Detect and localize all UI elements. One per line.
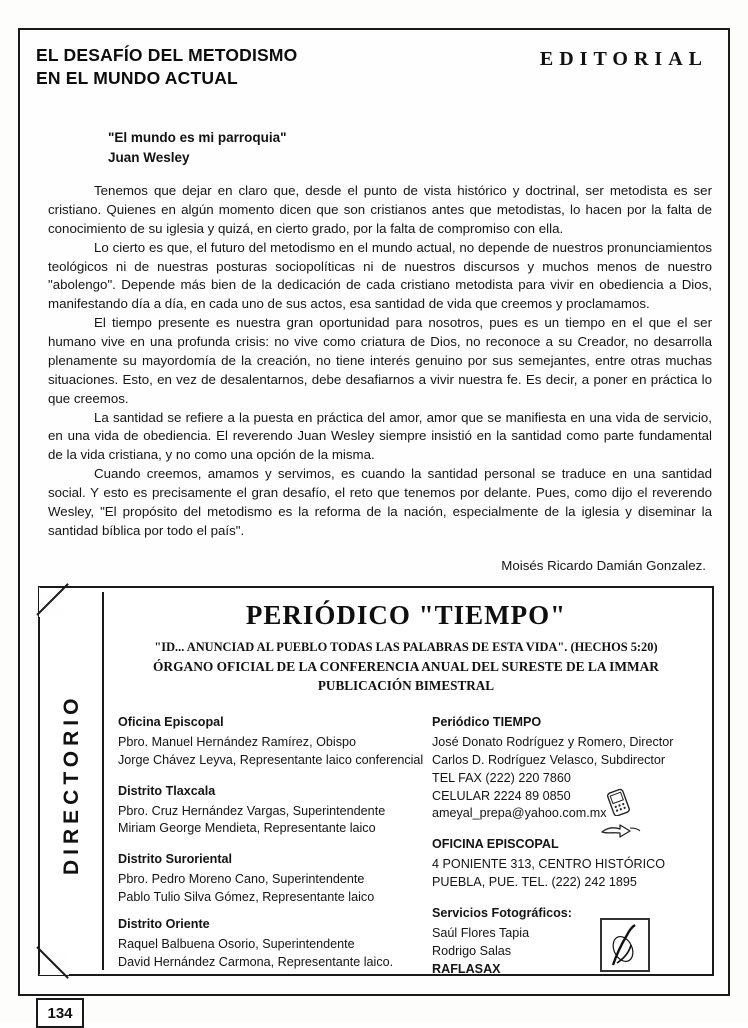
directory-block bbox=[432, 905, 702, 979]
article-title-line1: EL DESAFÍO DEL METODISMO bbox=[36, 45, 298, 65]
directory-block-head: Distrito Suroriental bbox=[118, 852, 233, 867]
directory-block-head: Distrito Tlaxcala bbox=[118, 783, 216, 798]
pull-quote bbox=[108, 128, 287, 169]
pointing-hand-icon bbox=[600, 818, 642, 844]
pull-quote-author: Juan Wesley bbox=[108, 150, 190, 166]
article-paragraph: Cuando creemos, amamos y servimos, es cuando la santidad personal se traduce en una santidad social. Y esto es precisamente el gran desafío, el reto que tenemos por delante. Pues, como dijo el reverendo Wesley, "El propósito del metodismo es la reforma de la nación, especialmente de la iglesia y diseminar la santidad bíblica por todo el país". bbox=[48, 466, 712, 538]
directory-block bbox=[118, 851, 408, 907]
directory-block-line: Raquel Balbuena Osorio, Superintendente bbox=[118, 936, 355, 951]
directory-box bbox=[38, 586, 714, 976]
article-title bbox=[36, 44, 456, 90]
directory-block-line: CELULAR 2224 89 0850 bbox=[432, 788, 571, 803]
directory-block-line: Miriam George Mendieta, Representante laico bbox=[118, 821, 376, 836]
directory-block-line: Carlos D. Rodríguez Velasco, Subdirector bbox=[432, 752, 666, 767]
directory-subtitle-organ: ÓRGANO OFICIAL DE LA CONFERENCIA ANUAL DEL SURESTE DE LA IMMAR bbox=[153, 659, 659, 674]
directory-block-line: RAFLASAX bbox=[432, 961, 501, 976]
article-signature: Moisés Ricardo Damián Gonzalez. bbox=[501, 558, 706, 573]
directory-block bbox=[118, 783, 408, 839]
directory-block-line: Saúl Flores Tapia bbox=[432, 925, 530, 940]
article-paragraph: Tenemos que dejar en claro que, desde el punto de vista histórico y doctrinal, ser metodista es ser cristiano. Quienes en algún momento dicen que son cristianos antes que metodistas, lo hacen por la falta de conocimiento de su iglesia y quizá, en cierto grado, por la falta de compromiso con ella. bbox=[48, 183, 712, 236]
article-title-line2: EN EL MUNDO ACTUAL bbox=[36, 68, 238, 89]
directory-email[interactable]: ameyal_prepa@yahoo.com.mx bbox=[432, 806, 607, 821]
article-paragraph: La santidad se refiere a la puesta en práctica del amor, amor que se manifiesta en una vida de servicio, en una vida de obediencia. El reverendo Juan Wesley siempre insistió en la santidad como parte fundamental de la vida cristiana, y no como una opción de la misma. bbox=[48, 409, 712, 463]
directory-block-line: José Donato Rodríguez y Romero, Director bbox=[432, 734, 674, 749]
directory-column-left bbox=[118, 714, 424, 985]
article-paragraph: El tiempo presente es nuestra gran oportunidad para nosotros, pues es un tiempo en el que el ser humano vive en una profunda crisis: no vive como criatura de Dios, no reconoce a su Creador, no desarrolla plenamente su mayordomía de la creación, no tiene interés genuino por sus semejantes, entre otras muchas situaciones. Esto, en vez de desalentarnos, debe desafiarnos a vivir nuestra fe. Es decir, a poner en práctica lo que creemos. bbox=[48, 315, 712, 406]
corner-cut-top-left bbox=[39, 587, 69, 617]
section-label: EDITORIAL bbox=[539, 48, 708, 70]
article-paragraph: Lo cierto es que, el futuro del metodismo en el mundo actual, no depende de nuestros pronunciamientos teológicos ni de nuestras posturas sociopolíticas ni de nuestros discursos y muchos menos de nuestro "abolengo". Depende más bien de la dedicación de cada cristiano metodista para vivir en obediencia a Dios, manifestando día a día, en cada uno de sus actos, esa santidad de vida que creemos y proclamamos. bbox=[48, 239, 712, 312]
mobile-phone-icon bbox=[600, 786, 640, 816]
corner-cut-bottom-left bbox=[39, 945, 69, 975]
directory-block-line: Jorge Chávez Leyva, Representante laico conferencial bbox=[118, 752, 424, 767]
directory-block bbox=[432, 714, 702, 823]
directory-subtitle-frequency: PUBLICACIÓN BIMESTRAL bbox=[317, 678, 495, 693]
directory-column-right bbox=[432, 714, 702, 991]
directory-block-line: Rodrigo Salas bbox=[432, 943, 512, 958]
directory-block-line: 4 PONIENTE 313, CENTRO HISTÓRICO bbox=[432, 857, 666, 872]
page-frame bbox=[18, 28, 730, 1022]
directory-divider bbox=[102, 592, 104, 970]
directory-block-line: David Hernández Carmona, Representante laico. bbox=[118, 954, 394, 969]
directory-block-head: Periódico TIEMPO bbox=[432, 715, 542, 729]
directory-block-head: Oficina Episcopal bbox=[118, 715, 224, 729]
directory-vertical-label: DIRECTORIO bbox=[60, 693, 83, 875]
directory-block-line: Pbro. Pedro Moreno Cano, Superintendente bbox=[118, 872, 365, 887]
directory-block-line: Pbro. Manuel Hernández Ramírez, Obispo bbox=[118, 734, 356, 749]
directory-subtitle-scripture: "ID... ANUNCIAD AL PUEBLO TODAS LAS PALABRAS DE ESTA VIDA". (HECHOS 5:20) bbox=[154, 640, 658, 654]
directory-block bbox=[118, 916, 408, 972]
directory-block-head: Servicios Fotográficos: bbox=[432, 905, 572, 920]
directory-block-head: OFICINA EPISCOPAL bbox=[432, 837, 559, 852]
directory-block-line: Pbro. Cruz Hernández Vargas, Superintendente bbox=[118, 803, 386, 818]
pull-quote-text: "El mundo es mi parroquia" bbox=[108, 130, 287, 145]
directory-block bbox=[432, 836, 702, 892]
directory-block-line: PUEBLA, PUE. TEL. (222) 242 1895 bbox=[432, 875, 637, 889]
directory-block-head: Distrito Oriente bbox=[118, 916, 210, 931]
directory-block bbox=[118, 714, 424, 770]
directory-block-line: Pablo Tulio Silva Gómez, Representante laico bbox=[118, 890, 375, 904]
article-body bbox=[48, 182, 712, 541]
directory-title: PERIÓDICO "TIEMPO" bbox=[245, 600, 567, 630]
page-number: 134 bbox=[36, 998, 84, 1028]
photographer-logo-icon bbox=[600, 918, 650, 972]
directory-block-line: TEL FAX (222) 220 7860 bbox=[432, 770, 571, 785]
